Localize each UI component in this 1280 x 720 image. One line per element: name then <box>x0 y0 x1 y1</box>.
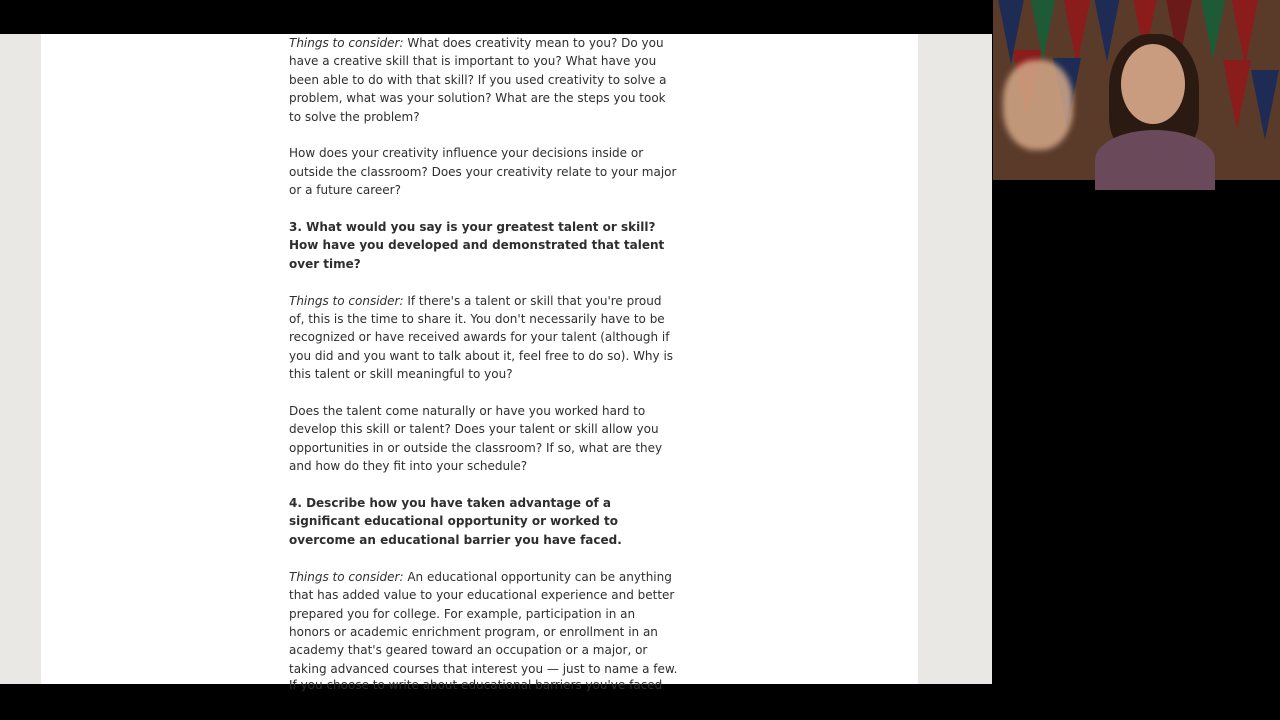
paragraph-talent-consider <box>289 292 679 384</box>
things-to-consider-label: Things to consider: <box>289 36 404 50</box>
pennant-decoration <box>1063 0 1091 66</box>
paragraph-text: An educational opportunity can be anything that has added value to your educational experience and better prepared you for college. For example, participation in an honors or academic enrichment program, or enrollment in an academy that's geared toward an occupation or a major, or taking advanced courses that interest you — just to name a few. <box>289 569 678 676</box>
document-text <box>289 34 679 678</box>
paragraph-text: If there's a talent or skill that you're proud of, this is the time to share it. You don't necessarily have to be recognized or have received awards for your talent (although if you did and you want to talk about it, feel free to do so). Why is this talent or skill meaningful to you? <box>289 293 674 382</box>
paragraph-creativity-influence: How does your creativity influence your decisions inside or outside the classroom? Does your creativity relate to your major or a future career? <box>289 146 677 198</box>
webcam-video <box>993 0 1280 180</box>
things-to-consider-label: Things to consider: <box>289 293 404 308</box>
paragraph-educational-consider <box>289 568 679 678</box>
pennant-decoration <box>1231 0 1259 66</box>
pennant-decoration <box>1251 70 1279 140</box>
screen-share-area <box>0 34 992 692</box>
paragraph-cutoff: If you choose to write about educational barriers you've faced <box>289 678 663 692</box>
pennant-decoration <box>1223 60 1251 130</box>
presenter-hand <box>1003 60 1073 150</box>
presenter-torso <box>1095 130 1215 190</box>
question-3-heading: 3. What would you say is your greatest talent or skill? How have you developed and demonstrated that talent over time? <box>289 220 665 271</box>
question-4-heading: 4. Describe how you have taken advantage of a significant educational opportunity or worked to overcome an educational barrier you have faced. <box>289 496 622 547</box>
things-to-consider-label: Things to consider: <box>289 569 404 584</box>
paragraph-talent-natural: Does the talent come naturally or have you worked hard to develop this skill or talent? Does your talent or skill allow you opportunities in or outside the classroom? If so, what are they and how do they fit into your schedule? <box>289 404 663 474</box>
presenter <box>1095 34 1215 180</box>
paragraph-text: What does creativity mean to you? Do you have a creative skill that is important to you? What have you been able to do with that skill? If you used creativity to solve a problem, what was your solution? What are the steps you took to solve the problem? <box>289 36 667 124</box>
presenter-face <box>1121 44 1185 124</box>
paragraph-creativity-consider <box>289 34 679 126</box>
